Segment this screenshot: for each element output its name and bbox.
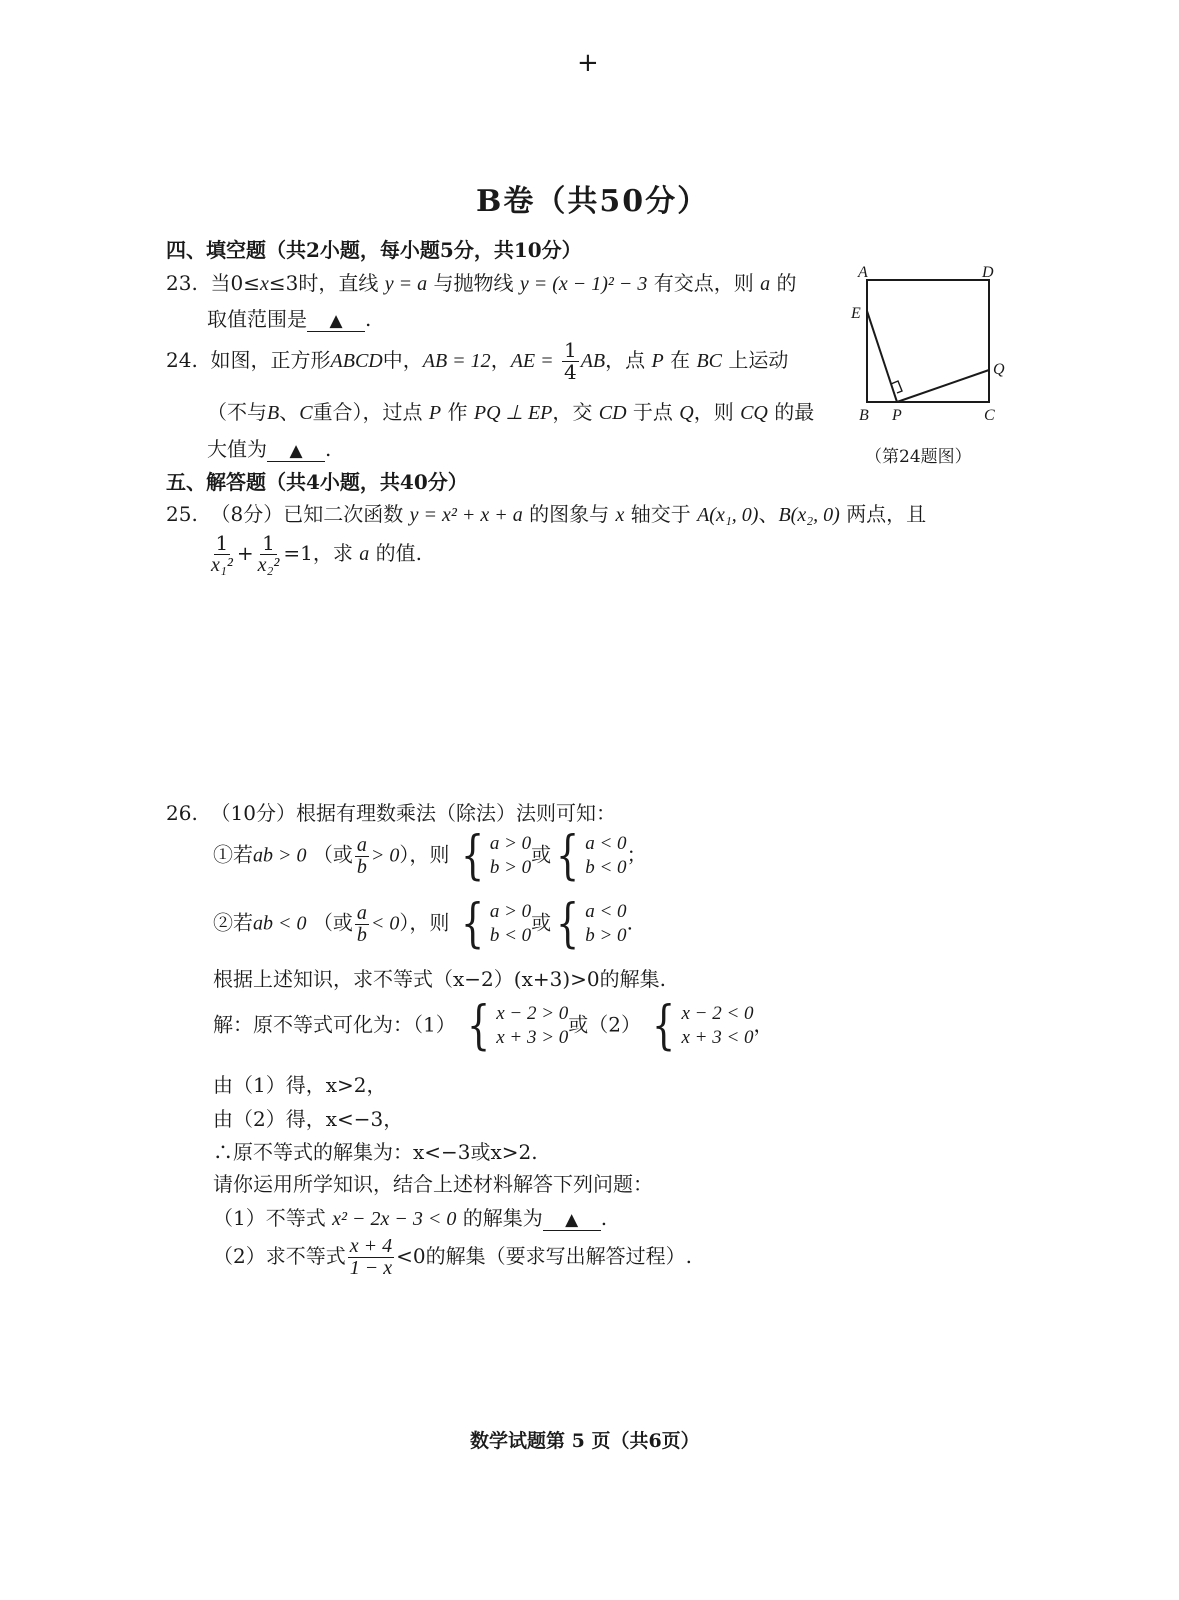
- q24-text: 于点: [632, 400, 673, 424]
- q26-rule2: [213, 894, 633, 954]
- q26-text: （或: [312, 842, 353, 867]
- q26-text: ），则: [399, 910, 450, 935]
- sys-line: b < 0: [585, 857, 627, 878]
- q23-text: ≤3时，直线: [268, 271, 379, 295]
- q25-text: 两点，且: [846, 502, 927, 526]
- q24-text: ，: [490, 348, 511, 372]
- q23-line2: [207, 303, 371, 332]
- q26-task: 根据上述知识，求不等式（x−2）(x+3)>0的解集.: [213, 967, 666, 991]
- q25-text: 的图象与: [529, 502, 610, 526]
- frac-num: a: [356, 901, 367, 924]
- crop-mark: +: [577, 48, 599, 78]
- math-var: Q: [679, 402, 694, 424]
- math-var: a: [359, 543, 370, 565]
- part5-heading-text: 五、解答题（共4小题，共40分）: [166, 470, 468, 494]
- label-q: Q: [993, 361, 1005, 378]
- math-expr: ab > 0: [253, 844, 307, 867]
- q26-text: .: [626, 910, 633, 935]
- q26-text: 的解集为: [462, 1206, 543, 1230]
- q26-by1: 由（1）得，x>2，: [213, 1073, 387, 1097]
- frac-num: x + 4: [349, 1235, 393, 1257]
- q26-text: 或（2）: [568, 1012, 641, 1037]
- q25-line1: [166, 498, 926, 527]
- q26-rule1: [213, 826, 647, 886]
- q24-text: 大值为: [207, 437, 267, 461]
- q24-text: （不与: [207, 400, 267, 424]
- sys-line: x + 3 < 0: [681, 1027, 754, 1048]
- system-a-pos-b-neg: [456, 894, 532, 954]
- q23-text: 取值范围是: [207, 307, 307, 331]
- sys-line: a < 0: [585, 901, 627, 923]
- math-var: ABCD: [330, 350, 383, 372]
- brace-icon: {: [556, 894, 580, 954]
- q26-sub2: [213, 1236, 692, 1279]
- brace-icon: {: [652, 996, 676, 1056]
- answer-blank[interactable]: [267, 437, 325, 462]
- math-expr: y = x² + x + a: [409, 504, 523, 526]
- frac-num: 1: [262, 531, 275, 555]
- math-expr: AB = 12: [422, 350, 491, 372]
- system-case-2: [647, 996, 754, 1056]
- q23-text: 与抛物线: [433, 271, 514, 295]
- q26-text: （10分）根据有理数乘法（除法）法则可知：: [210, 801, 616, 825]
- brace-icon: {: [460, 894, 484, 954]
- math-expr: x² − 2x − 3 < 0: [332, 1208, 457, 1230]
- q23-text: 有交点，则: [653, 271, 754, 295]
- math-var: a: [760, 273, 771, 295]
- math-var: B: [267, 402, 280, 424]
- math-expr: A(x₁, 0): [697, 504, 759, 526]
- brace-icon: {: [467, 996, 491, 1056]
- label-c: C: [984, 407, 995, 424]
- math-expr: PQ ⊥ EP: [473, 402, 553, 424]
- q24-number: 24.: [166, 348, 198, 372]
- q26-text: （2）求不等式: [213, 1244, 346, 1268]
- segment-pq: [897, 370, 989, 402]
- q25-text: 、: [758, 502, 779, 526]
- math-expr: y = (x − 1)² − 3: [519, 273, 648, 295]
- fraction-1-over-x2sq: [256, 533, 282, 576]
- q26-text: ；: [626, 842, 647, 867]
- q24-text: 作: [447, 400, 468, 424]
- q26-by2: 由（2）得，x<−3，: [213, 1107, 404, 1131]
- q25-number: 25.: [166, 502, 198, 526]
- q26-text: （1）不等式: [213, 1206, 326, 1230]
- brace-icon: {: [556, 826, 580, 886]
- q23-text: .: [365, 307, 372, 331]
- frac-den: b: [356, 923, 367, 946]
- q24-text: 上运动: [728, 348, 789, 372]
- math-var: AB: [580, 350, 606, 372]
- q26-text: 解：原不等式可化为：（1）: [213, 1012, 456, 1037]
- q23-number: 23.: [166, 271, 198, 295]
- frac-den: 4: [563, 360, 577, 384]
- q24-text: 如图，正方形: [210, 348, 331, 372]
- math-expr: ab < 0: [253, 912, 307, 935]
- q26-text: 或: [531, 842, 552, 867]
- q24-line1: [166, 340, 788, 383]
- q26-conclusion: ∴原不等式的解集为：x<−3或x>2.: [213, 1140, 538, 1164]
- q25-line2: $\frac{1}{\text{x₁²}}$ + $\frac{1}{\text{x₂²}}$ =1，求 a 的值.: [211, 531, 422, 576]
- frac-num: 1: [215, 531, 229, 555]
- frac-num: a: [356, 833, 367, 856]
- square-abcd: [867, 280, 989, 402]
- part5-heading: [166, 466, 468, 495]
- answer-triangle-icon: ▲: [329, 311, 343, 331]
- label-e: E: [851, 305, 861, 322]
- q24-text: ，点: [605, 348, 646, 372]
- q25-text: 轴交于: [630, 502, 691, 526]
- sys-line: x − 2 < 0: [681, 1003, 754, 1025]
- q26-text: ②若: [213, 910, 253, 935]
- label-a: A: [858, 264, 868, 281]
- q26-intro: [166, 797, 616, 826]
- math-var: BC: [696, 350, 723, 372]
- q25-text: （8分）已知二次函数: [210, 502, 404, 526]
- answer-triangle-icon: ▲: [289, 441, 303, 461]
- q24-line2: [207, 396, 814, 425]
- math-expr: AE =: [510, 350, 554, 372]
- q24-text: 重合），过点: [312, 400, 423, 424]
- system-a-neg-b-neg: [551, 826, 627, 886]
- q26-text: ），则: [399, 842, 450, 867]
- q24-text: .: [325, 437, 332, 461]
- fraction-x4-over-1x: [348, 1236, 394, 1279]
- q26-number: 26.: [166, 801, 198, 825]
- sys-line: a > 0: [489, 833, 532, 855]
- system-a-neg-b-pos: [551, 894, 627, 954]
- part4-heading: [166, 234, 582, 263]
- q24-line3: [207, 433, 331, 462]
- math-expr: < 0: [370, 912, 400, 935]
- q25-text: =1，求: [283, 541, 353, 565]
- fraction-a-over-b: [355, 835, 369, 878]
- q26-text: 或: [531, 910, 552, 935]
- frac-den: x₂²: [257, 554, 280, 576]
- frac-den: 1 − x: [349, 1257, 393, 1279]
- q24-figure: [845, 258, 1015, 430]
- sys-line: b > 0: [489, 857, 532, 878]
- sys-line: x + 3 > 0: [496, 1027, 569, 1048]
- math-var: P: [651, 350, 664, 372]
- math-expr: y = a: [384, 273, 428, 295]
- q24-text: ，则: [693, 400, 734, 424]
- q26-text: <0的解集（要求写出解答过程）.: [396, 1244, 692, 1268]
- label-b: B: [859, 407, 869, 424]
- q26-solution: [213, 996, 774, 1056]
- math-var: C: [299, 402, 313, 424]
- sys-line: x − 2 > 0: [496, 1003, 569, 1025]
- frac-den: x₁²: [211, 554, 233, 576]
- fraction-one-fourth: [562, 340, 579, 383]
- q26-text: ①若: [213, 842, 253, 867]
- math-var: P: [428, 402, 442, 424]
- q24-text: ，交: [552, 400, 593, 424]
- math-var: x: [615, 504, 625, 526]
- brace-icon: {: [460, 826, 484, 886]
- figure-caption: （第24题图）: [865, 447, 972, 467]
- sys-line: a < 0: [585, 833, 627, 855]
- sys-line: b < 0: [489, 925, 532, 946]
- frac-den: b: [356, 855, 367, 878]
- fraction-a-over-b: [355, 903, 369, 946]
- q23-text: 的: [776, 271, 797, 295]
- math-var: x: [260, 273, 269, 295]
- q24-text: 、: [279, 400, 300, 424]
- answer-blank[interactable]: [307, 307, 365, 332]
- q23-line1: [166, 267, 796, 296]
- segment-ep: [867, 311, 897, 402]
- q26-text: ，: [753, 1012, 774, 1037]
- frac-num: 1: [563, 338, 577, 362]
- q26-prompt: 请你运用所学知识，结合上述材料解答下列问题：: [213, 1172, 653, 1196]
- q24-text: 在: [670, 348, 691, 372]
- math-var: CD: [598, 402, 627, 424]
- q26-sub1: [213, 1202, 607, 1231]
- sys-line: a > 0: [489, 901, 532, 923]
- math-expr: B(x₂, 0): [778, 504, 840, 526]
- label-d: D: [982, 264, 994, 281]
- q26-text: .: [600, 1206, 608, 1230]
- label-p: P: [892, 407, 902, 424]
- math-expr: > 0: [370, 844, 400, 867]
- sys-line: b > 0: [585, 925, 627, 946]
- part4-heading-text: 四、填空题（共2小题，每小题5分，共10分）: [166, 238, 582, 262]
- system-a-pos-b-pos: [456, 826, 532, 886]
- q23-text: 当0≤: [210, 271, 261, 295]
- page-footer: 数学试题第 5 页（共6页）: [470, 1430, 700, 1452]
- fraction-1-over-x1sq: [209, 533, 235, 576]
- math-var: CQ: [740, 402, 768, 424]
- q25-text: 的值.: [375, 541, 422, 565]
- answer-blank[interactable]: [543, 1206, 601, 1231]
- q26-text: （或: [312, 910, 353, 935]
- q24-text: 中，: [382, 348, 423, 372]
- system-case-1: [462, 996, 569, 1056]
- q24-text: 的最: [774, 400, 815, 424]
- section-title: B卷（共50分）: [476, 184, 710, 219]
- answer-triangle-icon: ▲: [565, 1210, 579, 1230]
